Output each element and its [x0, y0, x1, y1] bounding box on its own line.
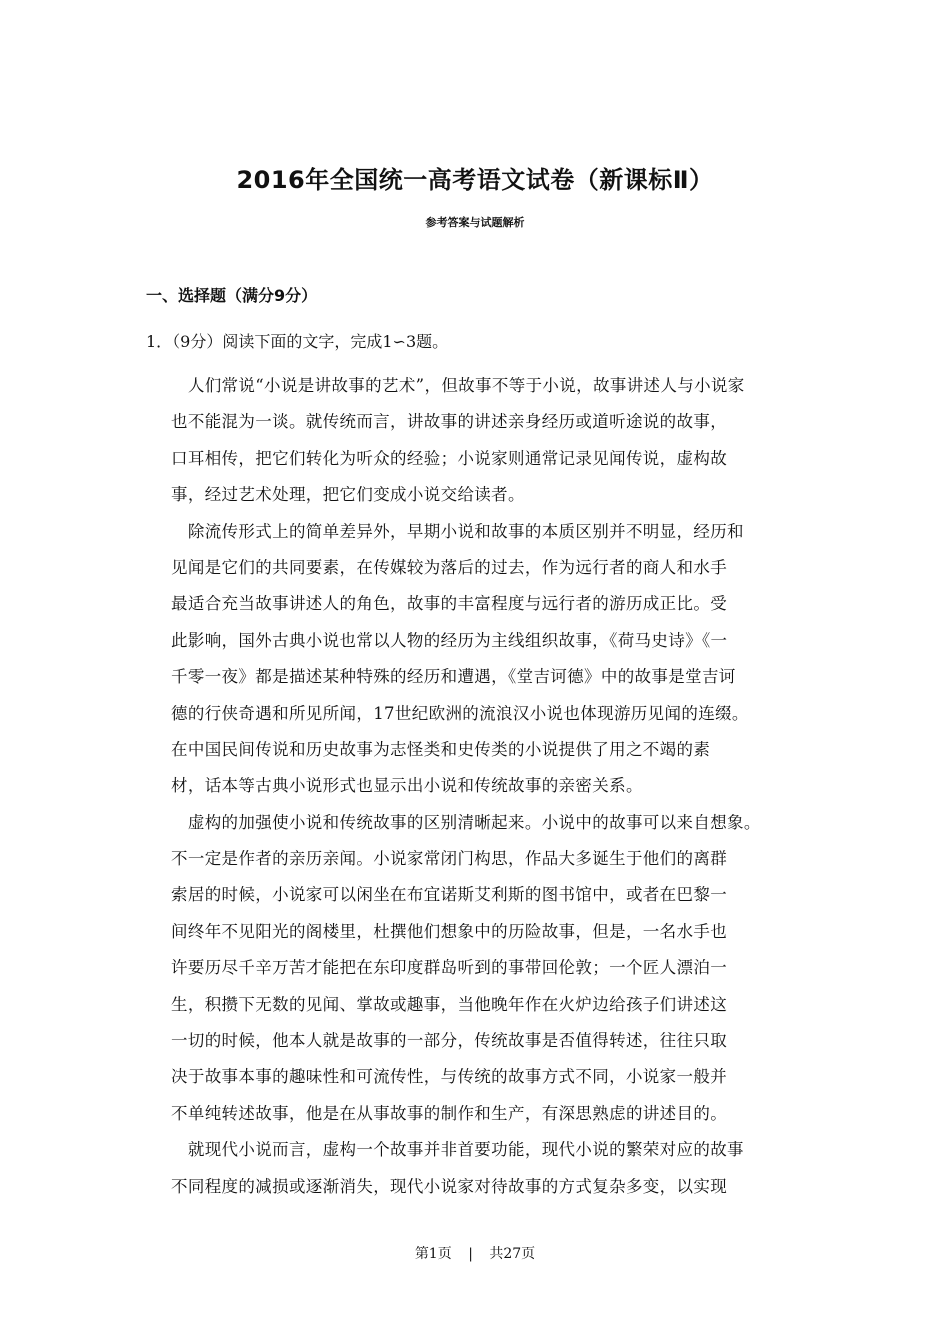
- passage-line: 不一定是作者的亲历亲闻。小说家常闭门构思，作品大多诞生于他们的离群: [171, 849, 728, 869]
- passage-line: 见闻是它们的共同要素，在传媒较为落后的过去，作为远行者的商人和水手: [171, 557, 728, 577]
- document-subtitle: 参考答案与试题解析: [425, 216, 525, 229]
- passage-line: 人们常说“小说是讲故事的艺术”，但故事不等于小说，故事讲述人与小说家: [171, 376, 745, 395]
- passage-line: 此影响，国外古典小说也常以人物的经历为主线组织故事，《荷马史诗》《一: [171, 630, 728, 650]
- passage-line: 虚构的加强使小说和传统故事的区别清晰起来。小说中的故事可以来自想象。: [171, 812, 761, 832]
- passage-line: 生，积攒下无数的见闻、掌故或趣事，当他晚年作在火炉边给孩子们讲述这: [171, 994, 728, 1014]
- page-footer: [0, 1243, 950, 1263]
- passage-line: 决于故事本事的趣味性和可流传性，与传统的故事方式不同，小说家一般并: [171, 1067, 728, 1087]
- passage-line: 最适合充当故事讲述人的角色，故事的丰富程度与远行者的游历成正比。受: [171, 594, 728, 614]
- page-number: 第1页: [414, 1246, 452, 1262]
- page-total: 共27页: [489, 1246, 536, 1262]
- section-heading: 一、选择题（满分9分）: [146, 286, 318, 305]
- question-prompt: 1．（9分）阅读下面的文字，完成1∽3题。: [146, 332, 449, 351]
- passage-line: 在中国民间传说和历史故事为志怪类和史传类的小说提供了用之不竭的素: [171, 739, 711, 759]
- passage-line: 除流传形式上的简单差异外，早期小说和故事的本质区别并不明显，经历和: [171, 521, 744, 541]
- passage-line: 许要历尽千辛万苦才能把在东印度群岛听到的事带回伦敦；一个匠人漂泊一: [171, 958, 728, 978]
- passage-line: 口耳相传，把它们转化为听众的经验；小说家则通常记录见闻传说，虚构故: [171, 448, 728, 468]
- passage-line: 索居的时候，小说家可以闲坐在布宜诺斯艾利斯的图书馆中，或者在巴黎一: [171, 885, 728, 905]
- passage-line: 千零一夜》都是描述某种特殊的经历和遭遇，《堂吉诃德》中的故事是堂吉诃: [171, 667, 736, 687]
- passage-line: 间终年不见阳光的阁楼里，杜撰他们想象中的历险故事，但是，一名水手也: [171, 921, 728, 941]
- passage-line: 事，经过艺术处理，把它们变成小说交给读者。: [171, 485, 525, 505]
- passage-line: 德的行侠奇遇和所见所闻，17世纪欧洲的流浪汉小说也体现游历见闻的连缀。: [171, 703, 749, 723]
- passage-line: 材，话本等古典小说形式也显示出小说和传统故事的亲密关系。: [171, 776, 643, 796]
- document-title: 2016年全国统一高考语文试卷（新课标Ⅱ）: [236, 166, 714, 194]
- footer-separator: |: [468, 1246, 473, 1262]
- passage-line: 就现代小说而言，虚构一个故事并非首要功能，现代小说的繁荣对应的故事: [171, 1140, 744, 1160]
- reading-passage: [171, 368, 836, 1205]
- passage-line: 不单纯转述故事，他是在从事故事的制作和生产，有深思熟虑的讲述目的。: [171, 1103, 728, 1123]
- passage-line: 一切的时候，他本人就是故事的一部分，传统故事是否值得转述，往往只取: [171, 1031, 728, 1051]
- passage-line: 不同程度的减损或逐渐消失，现代小说家对待故事的方式复杂多变，以实现: [171, 1176, 728, 1196]
- passage-line: 也不能混为一谈。就传统而言，讲故事的讲述亲身经历或道听途说的故事，: [171, 412, 728, 432]
